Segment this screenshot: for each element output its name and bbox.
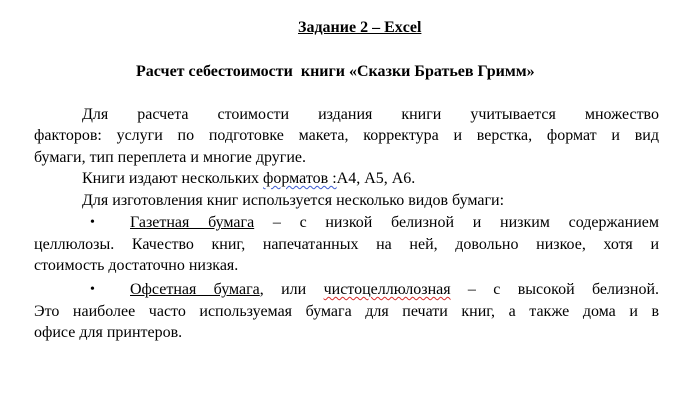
bullet-1-line-2: целлюлозы. Качество книг, напечатанных на ней, довольно низкое, хотя и: [34, 236, 659, 253]
bullet-2-connector: , или: [259, 281, 324, 298]
paragraph-paper-types: Для изготовления книг используется несколько видов бумаги:: [82, 192, 505, 209]
bullet-1-marker: •: [90, 215, 95, 230]
formats-list: А4, А5, А6.: [336, 170, 416, 187]
bullet-1-desc: – с низкой белизной и низким содержанием: [254, 214, 659, 231]
bullet-2-line-1: [130, 281, 659, 299]
document-subtitle: Расчет себестоимости книги «Сказки Братьев Гримм»: [136, 63, 535, 80]
paragraph-1-line-3: бумаги, тип переплета и многие другие.: [34, 149, 307, 166]
bullet-1-line-1: [130, 214, 659, 232]
bullet-2-desc: – с высокой белизной.: [450, 281, 660, 298]
formats-text-before: Книги издают нескольких: [82, 170, 264, 187]
paragraph-1-line-2: факторов: услуги по подготовке макета, корректура и верстка, формат и вид: [34, 127, 659, 144]
bullet-2-marker: •: [90, 282, 95, 297]
bullet-1-line-3: стоимость достаточно низкая.: [34, 257, 239, 274]
bullet-1-term: Газетная бумага: [130, 214, 255, 231]
bullet-2-line-3: офисе для принтеров.: [34, 324, 183, 341]
bullet-2-term: Офсетная бумага: [130, 281, 260, 298]
formats-squiggle-text: форматов :: [263, 170, 337, 187]
paragraph-formats: [82, 170, 415, 188]
bullet-2-line-2: Это наиболее часто используемая бумага для печати книг, а также дома и в: [34, 303, 659, 320]
bullet-2-term-2: чистоцеллюлозная: [323, 281, 451, 298]
page-heading: Задание 2 – Excel: [298, 19, 422, 36]
paragraph-1-line-1: Для расчета стоимости издания книги учитывается множество: [82, 106, 659, 123]
